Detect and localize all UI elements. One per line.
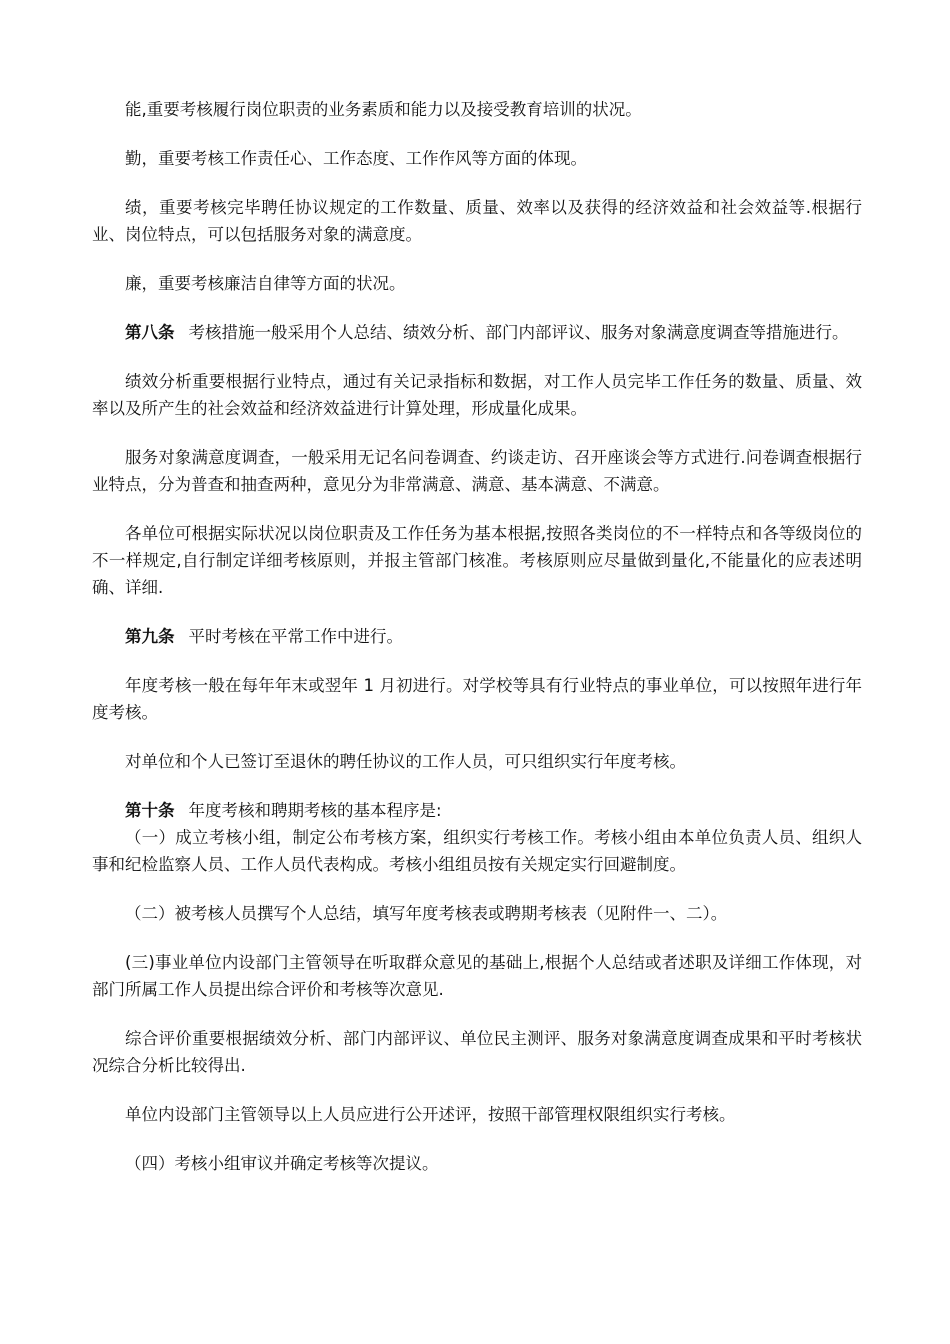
paragraph-text: 服务对象满意度调查，一般采用无记名问卷调查、约谈走访、召开座谈会等方式进行.问卷调查根据行业特点，分为普查和抽查两种，意见分为非常满意、满意、基本满意、不满意。 [92, 448, 862, 494]
body-paragraph [92, 824, 862, 878]
paragraph-text: 平时考核在平常工作中进行。 [188, 627, 403, 646]
body-paragraph [92, 1025, 862, 1079]
paragraph-text: 综合评价重要根据绩效分析、部门内部评议、单位民主测评、服务对象满意度调查成果和平时考核状况综合分析比较得出. [92, 1029, 862, 1075]
paragraph-text: (三)事业单位内设部门主管领导在听取群众意见的基础上,根据个人总结或者述职及详细工作体现，对部门所属工作人员提出综合评价和考核等次意见. [92, 953, 862, 999]
paragraph-text: 廉，重要考核廉洁自律等方面的状况。 [125, 274, 406, 293]
paragraph-text: 绩效分析重要根据行业特点，通过有关记录指标和数据，对工作人员完毕工作任务的数量、质量、效率以及所产生的社会效益和经济效益进行计算处理，形成量化成果。 [92, 372, 862, 418]
article-paragraph [92, 797, 862, 824]
paragraph-text: 考核措施一般采用个人总结、绩效分析、部门内部评议、服务对象满意度调查等措施进行。 [188, 323, 849, 342]
paragraph-text: 年度考核和聘期考核的基本程序是: [188, 801, 442, 820]
body-paragraph [92, 145, 862, 172]
paragraph-text: 对单位和个人已签订至退休的聘任协议的工作人员，可只组织实行年度考核。 [125, 752, 686, 771]
paragraph-text: （四）考核小组审议并确定考核等次提议。 [125, 1154, 439, 1173]
body-paragraph [92, 748, 862, 775]
paragraph-text: （二）被考核人员撰写个人总结，填写年度考核表或聘期考核表（见附件一、二）。 [125, 904, 728, 923]
article-paragraph [92, 623, 862, 650]
article-number: 第九条 [125, 627, 175, 646]
body-paragraph [92, 194, 862, 248]
body-paragraph [92, 949, 862, 1003]
article-number: 第十条 [125, 801, 175, 820]
article-number: 第八条 [125, 323, 175, 342]
paragraph-text: 勤，重要考核工作责任心、工作态度、工作作风等方面的体现。 [125, 149, 587, 168]
body-paragraph [92, 900, 862, 927]
paragraph-text: 年度考核一般在每年年末或翌年 1 月初进行。对学校等具有行业特点的事业单位，可以按照年进行年度考核。 [92, 676, 862, 722]
body-paragraph [92, 270, 862, 297]
paragraph-text: 能,重要考核履行岗位职责的业务素质和能力以及接受教育培训的状况。 [125, 100, 642, 119]
body-paragraph [92, 520, 862, 601]
body-paragraph [92, 1150, 862, 1177]
article-paragraph [92, 319, 862, 346]
body-paragraph [92, 96, 862, 123]
paragraph-text: 各单位可根据实际状况以岗位职责及工作任务为基本根据,按照各类岗位的不一样特点和各等级岗位的不一样规定,自行制定详细考核原则，并报主管部门核准。考核原则应尽量做到量化,不能量化的应表述明确、详细. [92, 524, 862, 597]
document-page [92, 96, 862, 1199]
body-paragraph [92, 672, 862, 726]
paragraph-text: 绩，重要考核完毕聘任协议规定的工作数量、质量、效率以及获得的经济效益和社会效益等.根据行业、岗位特点，可以包括服务对象的满意度。 [92, 198, 862, 244]
body-paragraph [92, 368, 862, 422]
body-paragraph [92, 444, 862, 498]
paragraph-text: 单位内设部门主管领导以上人员应进行公开述评，按照干部管理权限组织实行考核。 [125, 1105, 736, 1124]
body-paragraph [92, 1101, 862, 1128]
paragraph-text: （一）成立考核小组，制定公布考核方案，组织实行考核工作。考核小组由本单位负责人员、组织人事和纪检监察人员、工作人员代表构成。考核小组组员按有关规定实行回避制度。 [92, 828, 862, 874]
